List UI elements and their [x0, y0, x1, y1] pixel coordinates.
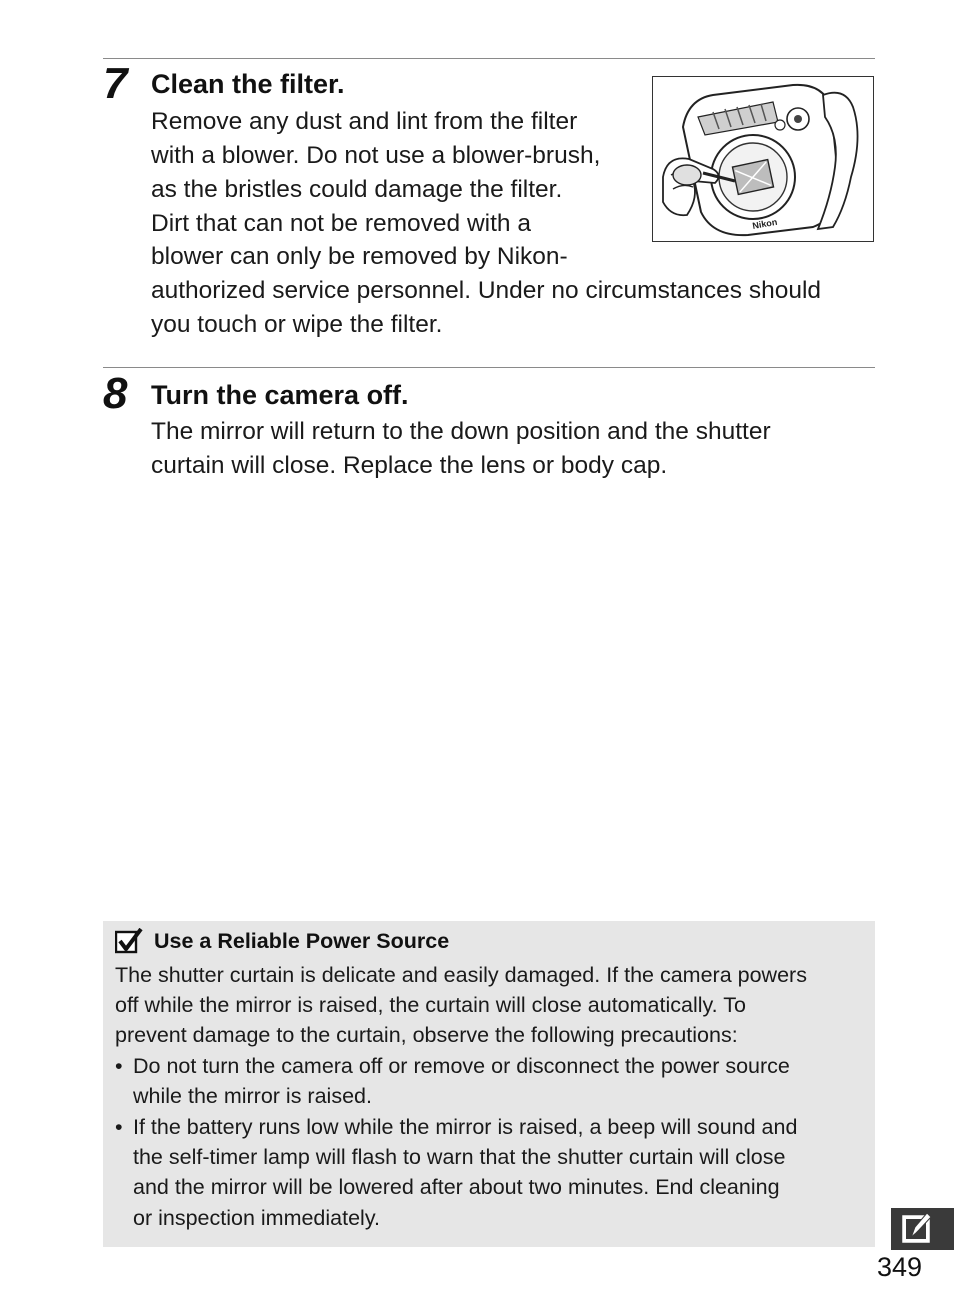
step7-line: blower can only be removed by Nikon-	[151, 243, 568, 270]
step7-number: 7	[103, 59, 128, 108]
step7-top-rule	[103, 58, 875, 59]
bullet-line: If the battery runs low while the mirror is raised, a beep will sound and	[133, 1115, 798, 1139]
step7-line: Remove any dust and lint from the filter	[151, 108, 578, 135]
step7-title: Clean the filter.	[151, 69, 345, 99]
section-tab	[891, 1208, 954, 1250]
step7-line: you touch or wipe the filter.	[151, 311, 443, 338]
step7-line: Dirt that can not be removed with a	[151, 210, 531, 237]
bullet-line: while the mirror is raised.	[133, 1084, 372, 1108]
bullet-line: Do not turn the camera off or remove or disconnect the power source	[133, 1054, 790, 1078]
page-number: 349	[877, 1252, 923, 1282]
step8-line: The mirror will return to the down position and the shutter	[151, 418, 771, 445]
step7-line: with a blower. Do not use a blower-brush,	[151, 142, 601, 169]
note-intro-line: The shutter curtain is delicate and easily damaged. If the camera powers	[115, 963, 807, 987]
step8-line: curtain will close. Replace the lens or body cap.	[151, 452, 668, 479]
bullet-line: the self-timer lamp will flash to warn that the shutter curtain will close	[133, 1145, 786, 1169]
bullet-line: and the mirror will be lowered after about two minutes. End cleaning	[133, 1175, 780, 1199]
note-intro-line: prevent damage to the curtain, observe the following precautions:	[115, 1023, 738, 1047]
check-icon	[115, 928, 143, 954]
step8-title: Turn the camera off.	[151, 380, 409, 410]
pencil-in-frame-icon	[891, 1208, 954, 1250]
camera-cleaning-illustration	[652, 76, 874, 242]
step8-top-rule	[103, 367, 875, 368]
bullet-marker: •	[115, 1115, 123, 1139]
note-intro-line: off while the mirror is raised, the curtain will close automatically. To	[115, 993, 746, 1017]
step7-line: as the bristles could damage the filter.	[151, 176, 563, 203]
camera-brand-label: Nikon	[751, 216, 778, 231]
step8-number: 8	[103, 369, 128, 418]
note-title: Use a Reliable Power Source	[154, 929, 450, 953]
bullet-marker: •	[115, 1054, 123, 1078]
bullet-line: or inspection immediately.	[133, 1206, 380, 1230]
step7-line: authorized service personnel. Under no circumstances should	[151, 277, 822, 304]
